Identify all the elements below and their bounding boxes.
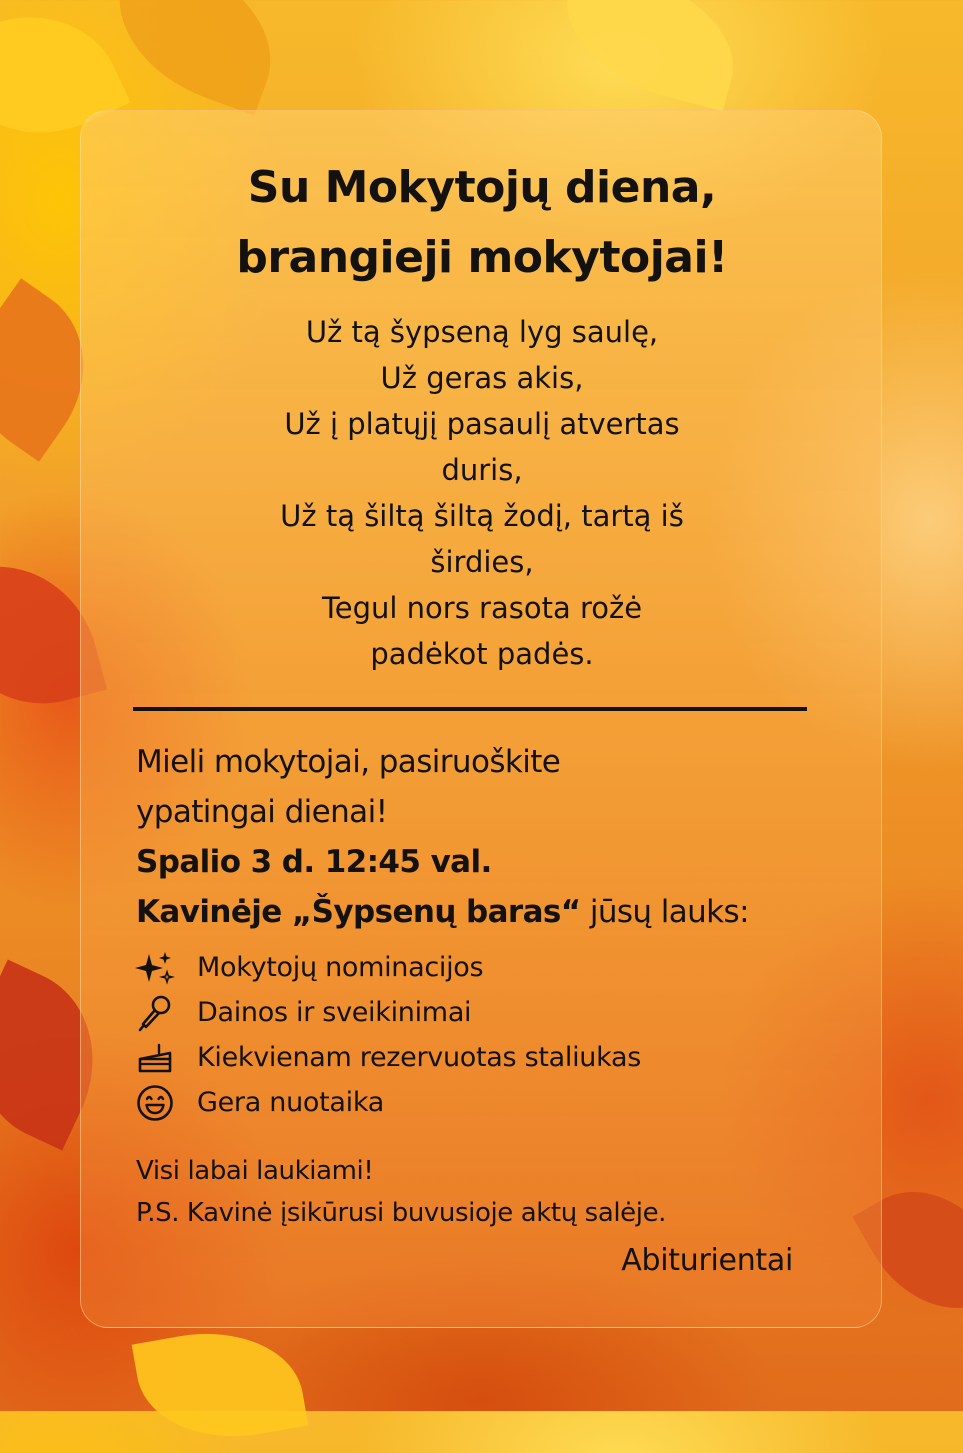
list-item bbox=[133, 945, 853, 990]
cake-icon bbox=[133, 1038, 177, 1078]
welcome-text: Visi labai laukiami! bbox=[136, 1156, 374, 1186]
ps-note: P.S. Kavinė įsikūrusi buvusioje aktų salėje. bbox=[136, 1198, 667, 1228]
poem-line: padėkot padės. bbox=[370, 637, 594, 671]
invitation-card bbox=[80, 110, 882, 1328]
feature-label: Kiekvienam rezervuotas staliukas bbox=[197, 1042, 641, 1073]
page-title bbox=[81, 153, 883, 293]
smiley-icon bbox=[133, 1083, 177, 1123]
list-item bbox=[133, 1035, 853, 1080]
poem bbox=[81, 309, 883, 677]
list-item bbox=[133, 990, 853, 1035]
closing-notes bbox=[136, 1150, 856, 1234]
event-intro bbox=[136, 737, 856, 937]
microphone-icon bbox=[133, 993, 177, 1033]
intro-line: ypatingai dienai! bbox=[136, 794, 388, 830]
signature: Abiturientai bbox=[621, 1243, 793, 1278]
poem-line: Už geras akis, bbox=[380, 361, 584, 395]
venue-rest: jūsų lauks: bbox=[580, 894, 749, 930]
feature-list bbox=[133, 945, 853, 1125]
poem-line: duris, bbox=[441, 453, 523, 487]
event-date-time: Spalio 3 d. 12:45 val. bbox=[136, 844, 492, 880]
poem-line: Už tą šypseną lyg saulę, bbox=[305, 315, 659, 349]
feature-label: Gera nuotaika bbox=[197, 1087, 384, 1118]
poem-line: Už tą šiltą šiltą žodį, tartą iš bbox=[280, 499, 684, 533]
feature-label: Dainos ir sveikinimai bbox=[197, 997, 472, 1028]
intro-line: Mieli mokytojai, pasiruoškite bbox=[136, 744, 561, 780]
feature-label: Mokytojų nominacijos bbox=[197, 952, 484, 983]
poem-line: Už į platųjį pasaulį atvertas bbox=[284, 407, 680, 441]
divider bbox=[133, 707, 807, 711]
venue-name: Kavinėje „Šypsenų baras“ bbox=[136, 894, 581, 930]
poem-line: širdies, bbox=[430, 545, 534, 579]
event-venue bbox=[136, 887, 856, 937]
leaf-decoration bbox=[549, 0, 751, 111]
list-item bbox=[133, 1080, 853, 1125]
leaf-decoration bbox=[132, 1317, 309, 1453]
title-line: brangieji mokytojai! bbox=[236, 232, 728, 283]
poem-line: Tegul nors rasota rožė bbox=[321, 591, 643, 625]
sparkles-icon bbox=[133, 948, 177, 988]
title-line: Su Mokytojų diena, bbox=[247, 162, 717, 213]
